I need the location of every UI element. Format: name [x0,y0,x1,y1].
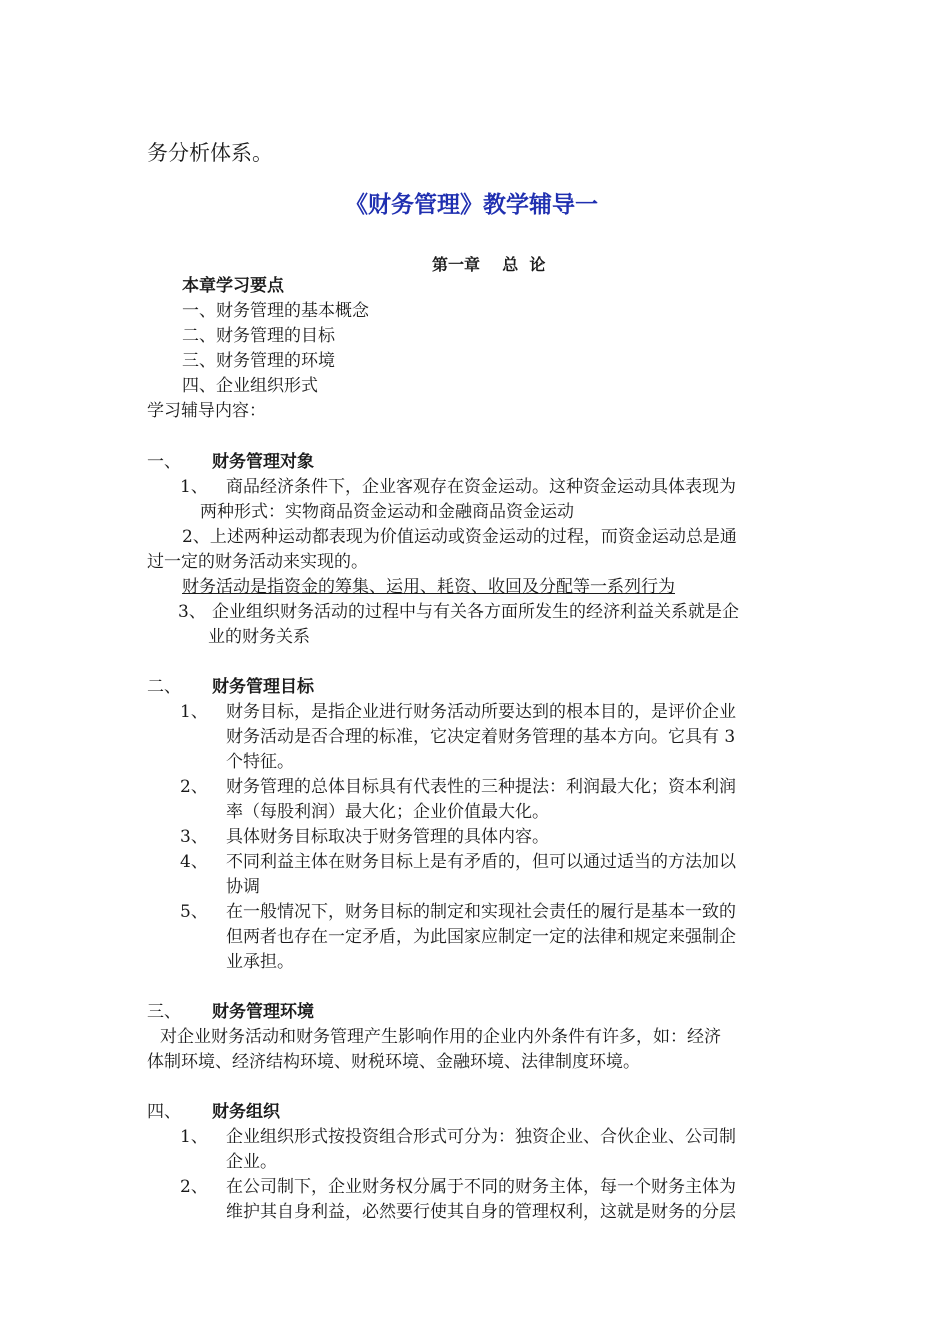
key-point-item: 二、财务管理的目标 [182,326,335,346]
key-points-heading: 本章学习要点 [182,276,284,296]
item-line: 财务活动是否合理的标准，它决定着财务管理的基本方向。它具有 3 [226,727,736,747]
section-number: 一、 [147,452,181,472]
item-number: 1、 [180,477,208,497]
key-point-item: 三、财务管理的环境 [182,351,335,371]
section-heading: 财务管理环境 [212,1002,314,1022]
lead-line: 务分析体系。 [147,141,273,165]
item-number: 4、 [180,852,208,872]
item-number: 3、 [180,827,208,847]
section-number: 三、 [147,1002,181,1022]
item-line: 在公司制下，企业财务权分属于不同的财务主体，每一个财务主体为 [226,1177,736,1197]
item-line: 企业组织形式按投资组合形式可分为：独资企业、合伙企业、公司制 [226,1127,736,1147]
item-number: 1、 [180,702,208,722]
item-line: 商品经济条件下，企业客观存在资金运动。这种资金运动具体表现为 [226,477,736,497]
item-line: 在一般情况下，财务目标的制定和实现社会责任的履行是基本一致的 [226,902,736,922]
item-line: 不同利益主体在财务目标上是有矛盾的，但可以通过适当的方法加以 [226,852,736,872]
underlined-definition: 财务活动是指资金的筹集、运用、耗资、收回及分配等一系列行为 [182,577,675,597]
paragraph-line: 体制环境、经济结构环境、财税环境、金融环境、法律制度环境。 [147,1052,640,1072]
paragraph-line: 对企业财务活动和财务管理产生影响作用的企业内外条件有许多，如：经济 [160,1027,721,1047]
item-line: 协调 [226,877,260,897]
item-number: 2、 [180,777,208,797]
item-line: 企业。 [226,1152,277,1172]
item-number: 1、 [180,1127,208,1147]
item-number: 5、 [180,902,208,922]
item-line: 维护其自身利益，必然要行使其自身的管理权利，这就是财务的分层 [226,1202,736,1222]
section-heading: 财务管理对象 [212,452,314,472]
section-heading: 财务组织 [212,1102,280,1122]
document-title: 《财务管理》教学辅导一 [345,191,598,218]
item-line: 率（每股利润）最大化；企业价值最大化。 [226,802,549,822]
section-number: 四、 [147,1102,181,1122]
item-line: 业的财务关系 [208,627,310,647]
item-line: 企业组织财务活动的过程中与有关各方面所发生的经济利益关系就是企 [212,602,739,622]
item-line: 但两者也存在一定矛盾，为此国家应制定一定的法律和规定来强制企 [226,927,736,947]
item-number: 2、 [180,1177,208,1197]
item-line: 财务目标，是指企业进行财务活动所要达到的根本目的，是评价企业 [226,702,736,722]
key-point-item: 一、财务管理的基本概念 [182,301,369,321]
item-line: 财务管理的总体目标具有代表性的三种提法：利润最大化；资本利润 [226,777,736,797]
item-line: 2、上述两种运动都表现为价值运动或资金运动的过程，而资金运动总是通 [182,527,737,547]
item-line: 两种形式：实物商品资金运动和金融商品资金运动 [200,502,574,522]
guide-label: 学习辅导内容： [147,401,266,421]
item-line: 业承担。 [226,952,294,972]
item-line: 具体财务目标取决于财务管理的具体内容。 [226,827,549,847]
item-number: 3、 [178,602,206,622]
item-line: 过一定的财务活动来实现的。 [147,552,368,572]
section-number: 二、 [147,677,181,697]
chapter-heading: 第一章 总 论 [432,255,546,274]
key-point-item: 四、企业组织形式 [182,376,318,396]
section-heading: 财务管理目标 [212,677,314,697]
item-line: 个特征。 [226,752,294,772]
